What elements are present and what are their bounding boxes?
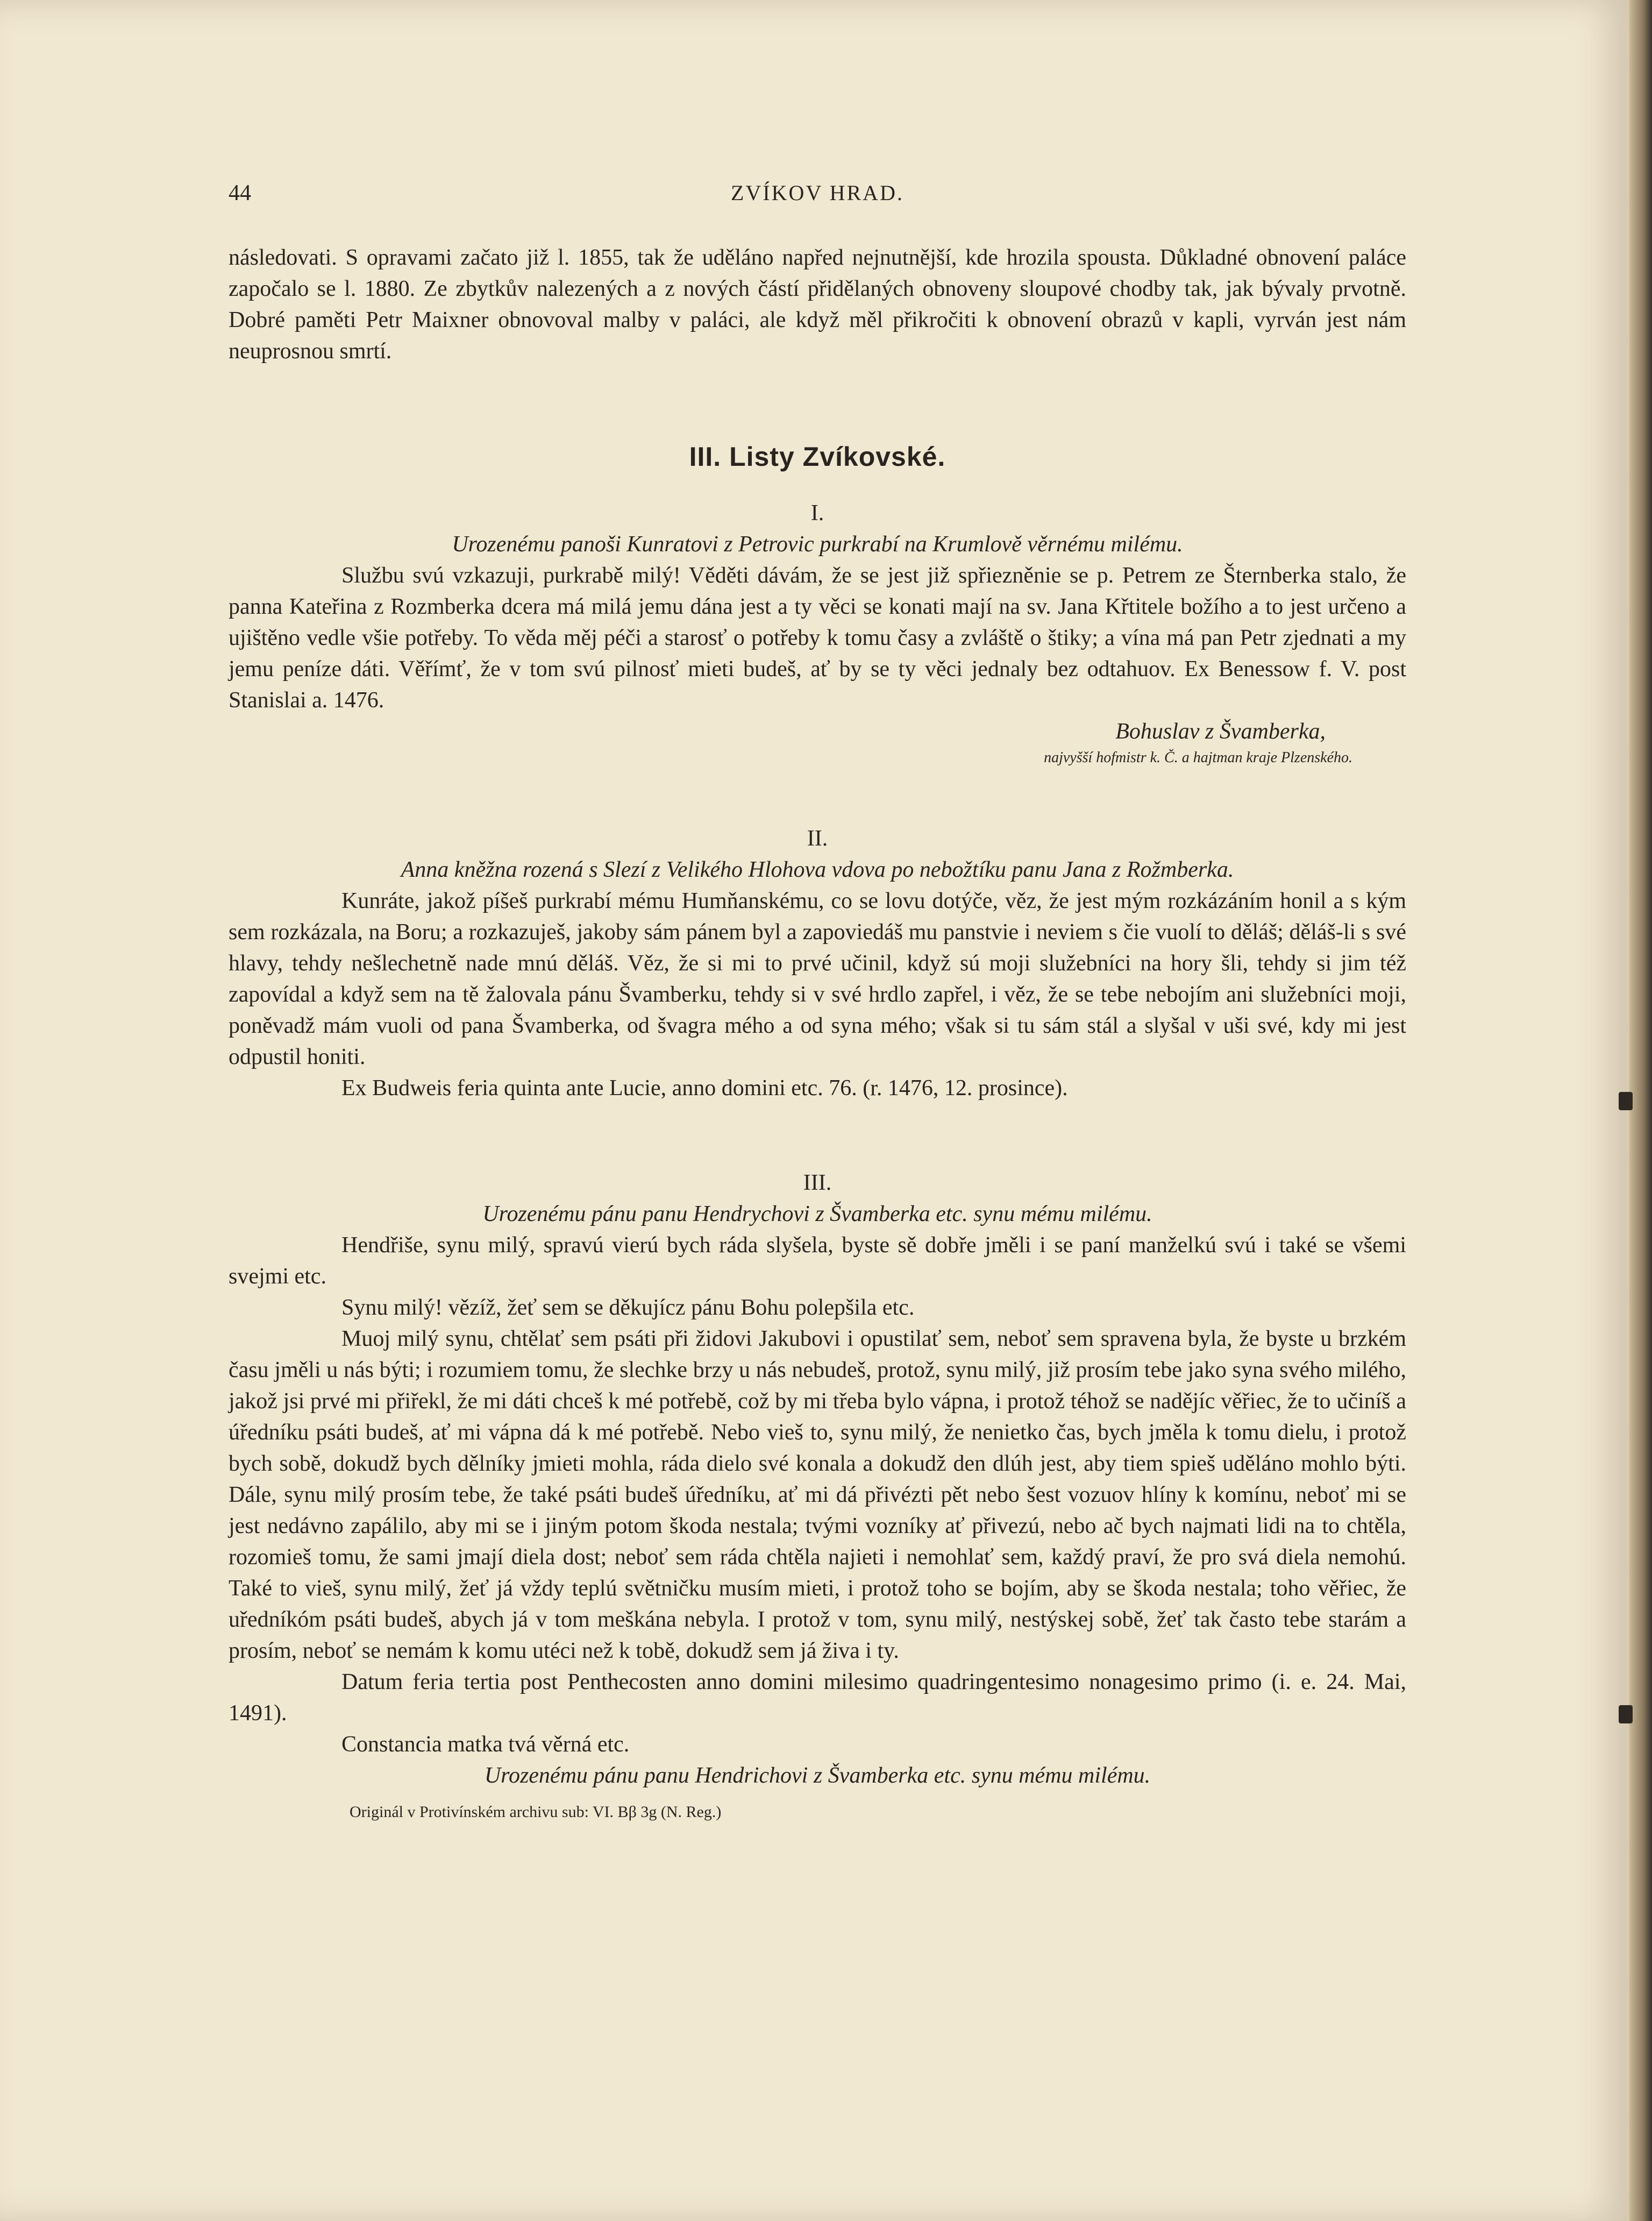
letter-date: Datum feria tertia post Penthecosten anno domini milesimo quadringentesimo nonagesimo primo (i. e. 24. Mai, 1491). [229,1670,1406,1726]
binding-mark [1619,1705,1633,1723]
binding-mark [1619,1092,1633,1110]
outer-address: Urozenému pánu panu Hendrichovi z Švamberka etc. synu mému milému. [484,1763,1151,1788]
letter-body: Službu svú vzkazuji, purkrabě milý! Věděti dávám, že se jest již spřiezněnie se p. Petrem ze Šternberka stalo, že panna Kateřina z Rozmberka dcera má milá jemu dána jest a ty věci se konati mají na sv. Jana Křtitele božího a to jest určeno a ujištěno vedle všie potřeby. To věda měj péči a starosť o potřeby k tomu časy a zvláště o štiky; a vína má pan Petr zjednati a my jemu peníze dáti. Věřímť, že v tom svú pilnosť mieti budeš, ať by se ty věci jednaly bez odtahuov. Ex Benessow f. V. post Stanislai a. 1476. [229,563,1406,713]
letter-paragraph: Synu milý! vězíž, žeť sem se děkujícz pánu Bohu polepšila etc. [341,1295,915,1320]
intro-paragraph: následovati. S opravami začato již l. 1855, tak že uděláno napřed nejnutnější, kde hrozila spousta. Důkladné obnovení paláce započalo se l. 1880. Ze zbytkův nalezených a z nových částí přidělaných obnoveny sloupové chodby tak, jak bývaly prvotně. Dobré paměti Petr Maixner obnovoval malby v paláci, ale když měl přikročiti k obnovení obrazů v kapli, vyrván jest nám neuprosnou smrtí. [229,245,1406,364]
section-heading-block [229,441,1406,472]
letter-closing: Constancia matka tvá věrná etc. [341,1732,630,1757]
page-header [229,180,1406,212]
letter-3 [229,1167,1406,1828]
letter-body: Kunráte, jakož píšeš purkrabí mému Humňanskému, co se lovu dotýče, věz, že jest mým rozkázáním honil a s kým sem rozkázala, na Boru; a rozkazuješ, jakoby sám pánem byl a zapoviedáš mu panstvie i neviem s čie vuolí to děláš; děláš-li s své hlavy, tehdy nešlechetně nade mnú děláš. Věz, že si mi to prvé učinil, když sú moji služebníci na hory šli, tehdy si jim též zapovídal a když sem na tě žalovala pánu Švamberku, tehdy si v své hrdlo zapřel, i věz, že se tebe nebojím ani služebníci moji, poněvadž mám vuoli od pana Švamberka, od švagra mého a od syna mého; však si tu sám stál a slyšal v uši své, kdy mi jest odpustil honiti. [229,889,1406,1069]
letter-signature: Bohuslav z Švamberka, [1115,719,1326,744]
letter-paragraph: Hendřiše, synu milý, spravú vierú bych ráda slyšela, byste sě dobře jměli i se paní manželkú svú i také se všemi svejmi etc. [229,1233,1406,1289]
letter-address: Anna kněžna rozená s Slezí z Velikého Hlohova vdova po nebožtíku panu Jana z Rožmberka. [401,857,1234,882]
letter-2 [229,823,1406,1104]
letter-address: Urozenému panoši Kunratovi z Petrovic purkrabí na Krumlově věrnému milému. [452,532,1183,557]
letter-1 [229,498,1406,769]
intro-block [229,242,1406,367]
letter-numeral: III. [803,1170,832,1195]
signature-title: najvyšší hofmistr k. Č. a hajtman kraje Plzenského. [1044,749,1352,766]
page-number: 44 [229,181,251,205]
running-head: ZVÍKOV HRAD. [731,181,904,205]
page-edge [1629,0,1652,2221]
letter-numeral: I. [810,501,824,526]
letter-numeral: II. [807,826,828,851]
archive-footnote: Originál v Protivínském archivu sub: VI. Bβ 3g (N. Reg.) [350,1803,722,1821]
letter-address: Urozenému pánu panu Hendrychovi z Švamberka etc. synu mému milému. [482,1202,1152,1226]
letter-date: Ex Budweis feria quinta ante Lucie, anno domini etc. 76. (r. 1476, 12. prosince). [341,1076,1068,1101]
letter-paragraph: Muoj milý synu, chtělať sem psáti při židovi Jakubovi i opustilať sem, neboť sem spravena byla, že byste u brzkém času jměli u nás býti; i rozumiem tomu, že slechke brzy u nás nebudeš, protož, synu milý, již prosím tebe jako syna svého milého, jakož jsi prvé mi přiřekl, že mi dáti chceš k mé potřebě, což by mi třeba bylo vápna, i protož téhož se nadějíc věřiec, že to učiníš a úředníku psáti budeš, ať mi vápna dá k mé potřebě. Nebo vieš to, synu milý, že nenietko čas, bych jměla k tomu dielu, i protož bych sobě, dokudž bych dělníky jmieti mohla, ráda dielo své konala a dokudž den dlúh jest, aby tiem spieš uděláno mohlo býti. Dále, synu milý prosím tebe, že také psáti budeš úředníku, ať mi dá přivézti pět nebo šest vozuov hlíny k komínu, neboť mi se jest nedávno zapálilo, aby mi se i jiným potom škoda nestala; tvými vozníky ať přivezú, nebo ač bych najmati lidi na to chtěla, rozomieš tomu, že sami jmají diela dost; neboť sem ráda chtěla najieti i nemohlať sem, každý praví, že pro svá diela nemohú. Také to vieš, synu milý, žeť já vždy teplú světničku musím mieti, i protož toho se bojím, aby se škoda nestala; toho věřiec, že uředníkóm psáti budeš, abych já v tom meškána nebyla. I protož v tom, synu milý, nestýskej sobě, žeť tak často tebe starám a prosím, neboť se nemám k komu utéci než k tobě, dokudž sem já živa i ty. [229,1326,1406,1663]
section-title: III. Listy Zvíkovské. [689,442,946,472]
